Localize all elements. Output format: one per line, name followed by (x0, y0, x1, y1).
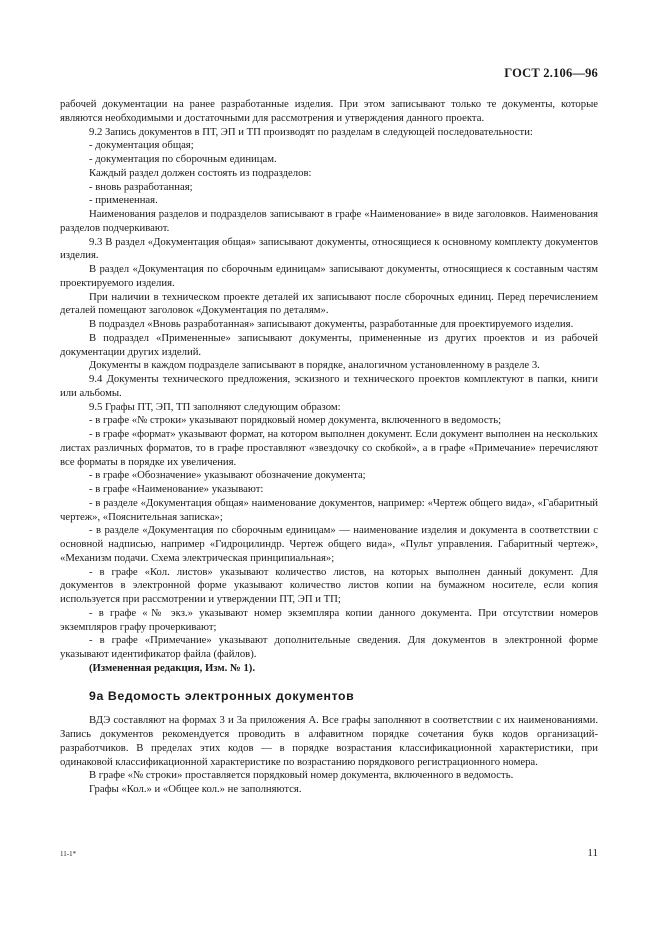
list-item: - в графе «№ строки» указывают порядковый номер документа, включенного в ведомость; (89, 414, 502, 427)
list-item: - примененная. (89, 194, 158, 207)
paragraph: В раздел «Документация по сборочным единицам» записывают документы, относящиеся к составным частям проектируемого изделия. (60, 263, 598, 289)
page-body (60, 98, 598, 797)
paragraph: рабочей документации на ранее разработанные изделия. При этом записывают только те документы, которые являются необходимыми и достаточными для рассмотрения и утверждения данного проекта. (60, 98, 598, 124)
list-item: - в графе «Кол. листов» указывают количество листов, на которых выполнен данный документ. Для документов в электронной форме указывают количество листов копии на бумажном носителе, если копия используется при рассмотрении и утверждении ПТ, ЭП и ТП; (60, 565, 598, 605)
list-item: - документация общая; (89, 139, 194, 152)
paragraph: 9.2 Запись документов в ПТ, ЭП и ТП производят по разделам в следующей последовательности: (89, 125, 533, 138)
amendment-note: (Измененная редакция, Изм. № 1). (89, 661, 256, 674)
list-item: - в графе «Наименование» указывают: (89, 483, 264, 495)
paragraph: В графе «№ строки» проставляется порядковый номер документа, включенного в ведомость. (89, 769, 514, 782)
paragraph: 9.3 В раздел «Документация общая» записывают документы, относящиеся к основному комплекту документов изделия. (60, 235, 598, 262)
paragraph: В подраздел «Примененные» записывают документы, примененные из других проектов и из рабочей документации других изделий. (60, 331, 598, 358)
paragraph: Графы «Кол.» и «Общее кол.» не заполняются. (89, 783, 302, 795)
paragraph: 9.4 Документы технического предложения, эскизного и технического проектов комплектуют в папки, книги или альбомы. (60, 373, 598, 399)
section-heading: 9а Ведомость электронных документов (89, 688, 355, 703)
list-item: - в графе «Обозначение» указывают обозначение документа; (89, 469, 366, 482)
list-item: - в разделе «Документация по сборочным единицам» — наименование изделия и документа в соответствии с основной надписью, например «Гидроцилиндр. Чертеж общего вида», «Пульт управления. Габаритный чертеж», «Механизм подачи. Схема электрическая принципиальная»; (60, 524, 598, 564)
paragraph: В подраздел «Вновь разработанная» записывают документы, разработанные для проектируемого изделия. (89, 318, 574, 330)
list-item: - в графе «№ экз.» указывают номер экземпляра копии данного документа. При отсутствии номеров экземпляров графу прочеркивают; (60, 606, 598, 633)
document-code: ГОСТ 2.106—96 (504, 66, 598, 80)
paragraph: Наименования разделов и подразделов записывают в графе «Наименование» в виде заголовков. Наименования разделов подчеркивают. (60, 208, 598, 234)
list-item: - в графе «Примечание» указывают дополнительные сведения. Для документов в электронной форме указывают идентификатор файла (файлов). (60, 634, 598, 660)
page-number: 11 (587, 847, 598, 859)
list-item: - в графе «формат» указывают формат, на котором выполнен документ. Если документ выполнен на нескольких листах различных форматов, то в графе проставляют «звездочку со скобкой», а в графе «Примечание» перечисляют все форматы в порядке их увеличения. (60, 428, 598, 468)
list-item: - в разделе «Документация общая» наименование документов, например: «Чертеж общего вида», «Габаритный чертеж», «Пояснительная записка»; (60, 496, 598, 523)
list-item: - документация по сборочным единицам. (89, 153, 277, 165)
paragraph: Каждый раздел должен состоять из подразделов: (89, 166, 312, 179)
paragraph: 9.5 Графы ПТ, ЭП, ТП заполняют следующим образом: (89, 400, 341, 413)
list-item: - вновь разработанная; (89, 180, 193, 193)
paragraph: Документы в каждом подразделе записывают в порядке, аналогичном установленному в разделе 3. (89, 359, 540, 372)
paragraph: ВДЭ составляют на формах 3 и 3а приложения А. Все графы заполняют в соответствии с их наименованиями. Запись документов рекомендуется проводить в алфавитном порядке сочетания букв кодов организаций-разработчиков. В пределах этих кодов — в порядке возрастания классификационной характеристики, при одинаковой классификационной характеристике по возрастанию порядкового регистрационного номера. (60, 714, 598, 768)
print-mark: 11-1* (60, 850, 77, 858)
paragraph: При наличии в техническом проекте деталей их записывают после сборочных единиц. Перед перечислением деталей помещают заголовок «Документация по деталям». (60, 290, 598, 317)
